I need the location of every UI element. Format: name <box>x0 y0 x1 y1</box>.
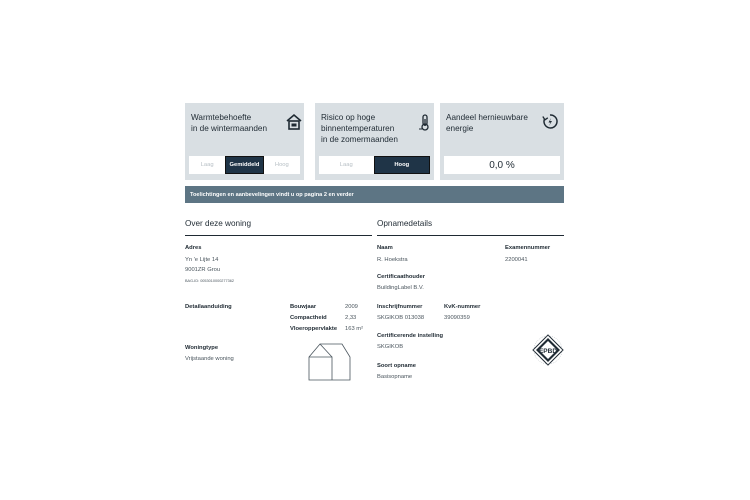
card-title-line: Aandeel hernieuwbare <box>446 113 528 122</box>
inschrijfnummer-value: SKGIKOB 013038 <box>377 315 425 321</box>
kvk-value: 39090359 <box>444 315 470 321</box>
kvk-label: KvK-nummer <box>444 304 481 310</box>
naam-value: R. Hoekstra <box>377 257 408 263</box>
certificerende-instelling-label: Certificerende instelling <box>377 333 444 339</box>
risico-scale <box>319 156 430 174</box>
thermometer-icon <box>417 113 433 131</box>
compactheid-value: 2,33 <box>345 315 357 321</box>
bouwjaar-value: 2009 <box>345 304 358 310</box>
bag-id: BAG-ID: 0053010000277362 <box>185 279 234 283</box>
detached-house-icon <box>306 341 352 383</box>
section-heading-opname: Opnamedetails <box>377 219 433 228</box>
option-hoog: Hoog <box>374 156 431 174</box>
naam-label: Naam <box>377 245 393 251</box>
epbd-logo <box>532 334 564 370</box>
certificaathouder-label: Certificaathouder <box>377 274 425 280</box>
section-divider <box>185 235 372 236</box>
card-risico <box>315 103 434 180</box>
warmte-scale <box>189 156 300 174</box>
option-gemiddeld: Gemiddeld <box>225 156 263 174</box>
recycle-energy-icon <box>542 113 558 131</box>
inschrijfnummer-label: Inschrijfnummer <box>377 304 423 310</box>
compactheid-label: Compactheid <box>290 315 327 321</box>
certificaathouder-value: BuildingLabel B.V. <box>377 285 424 291</box>
adres-label: Adres <box>185 245 202 251</box>
card-title-line: Risico op hoge <box>321 113 376 122</box>
card-warmtebehoefte <box>185 103 304 180</box>
hernieuwbaar-value: 0,0 % <box>444 156 560 174</box>
card-title-line: energie <box>446 124 474 133</box>
card-title-line: in de zomermaanden <box>321 135 398 144</box>
card-title <box>191 112 267 134</box>
card-title <box>446 112 528 134</box>
epbd-logo-text: EPBD <box>538 348 558 355</box>
vloeroppervlakte-label: Vloeroppervlakte <box>290 326 338 332</box>
soort-opname-label: Soort opname <box>377 363 416 369</box>
card-title-line: Warmtebehoefte <box>191 113 252 122</box>
woningtype-label: Woningtype <box>185 345 219 351</box>
detail-label: Detailaanduiding <box>185 304 232 310</box>
card-hernieuwbaar <box>440 103 564 180</box>
card-title-line: binnentemperaturen <box>321 124 395 133</box>
option-hoog: Hoog <box>274 162 289 168</box>
bouwjaar-label: Bouwjaar <box>290 304 317 310</box>
examennummer-label: Examennummer <box>505 245 551 251</box>
certificerende-instelling-value: SKGIKOB <box>377 344 404 350</box>
card-title <box>321 112 398 145</box>
option-laag: Laag <box>339 162 353 168</box>
adres-line2: 9001ZR Grou <box>185 267 221 273</box>
adres-line1: Yn 'e Lijte 14 <box>185 257 219 263</box>
vloeroppervlakte-value: 163 m² <box>345 326 364 332</box>
house-icon <box>286 113 302 131</box>
card-title-line: in de wintermaanden <box>191 124 268 133</box>
section-divider <box>377 235 564 236</box>
info-banner: Toelichtingen en aanbevelingen vindt u op pagina 2 en verder <box>185 186 564 203</box>
examennummer-value: 2200041 <box>505 257 528 263</box>
woningtype-value: Vrijstaande woning <box>185 356 234 362</box>
soort-opname-value: Basisopname <box>377 374 413 380</box>
section-heading-woning: Over deze woning <box>185 219 251 228</box>
option-laag: Laag <box>200 162 214 168</box>
